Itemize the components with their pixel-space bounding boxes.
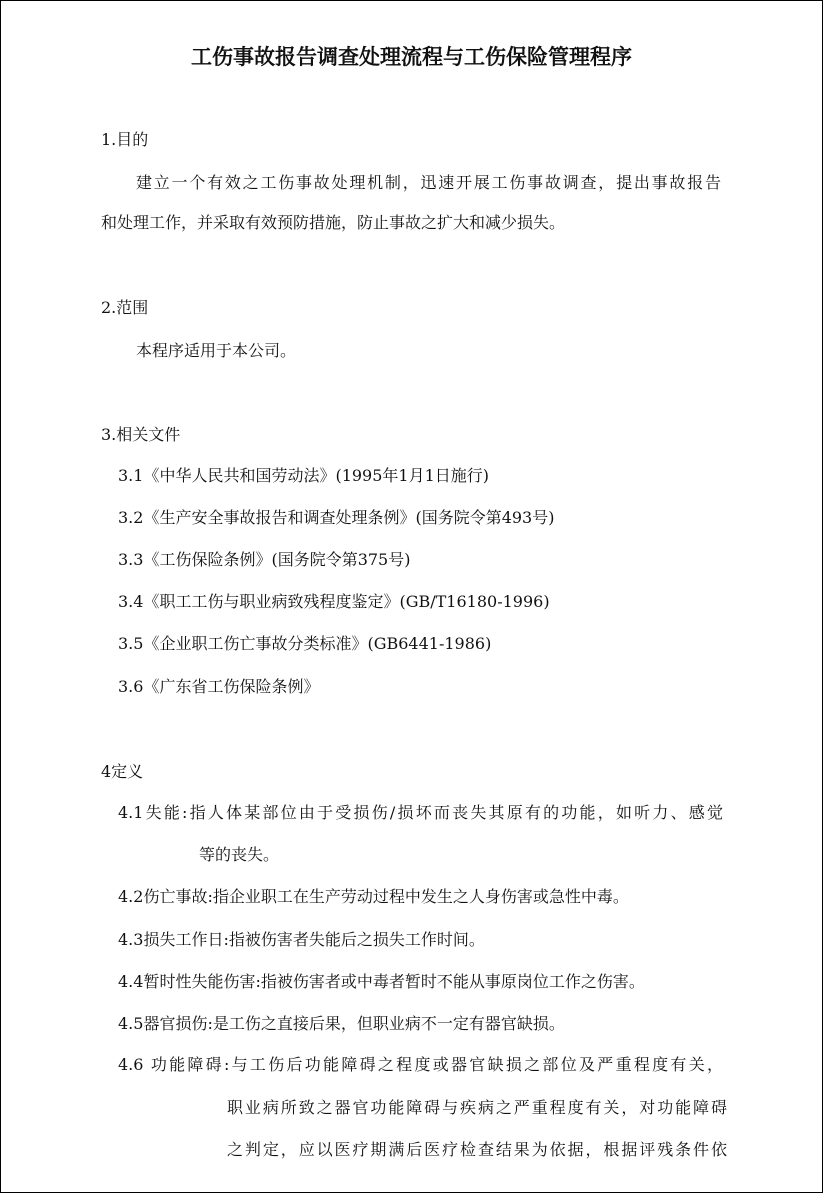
document-item: 3.6《广东省工伤保险条例》 (118, 677, 320, 696)
purpose-paragraph-line-2: 和处理工作，并采取有效预防措施，防止事故之扩大和减少损失。 (101, 213, 566, 232)
purpose-paragraph-line-1: 建立一个有效之工伤事故处理机制，迅速开展工伤事故调查，提出事故报告 (136, 173, 721, 192)
section-heading-definitions: 4定义 (101, 762, 144, 781)
document-item: 3.3《工伤保险条例》(国务院令第375号) (118, 550, 411, 569)
definition-4-6-line-3: 之判定，应以医疗期满后医疗检查结果为依据，根据评残条件依 (227, 1140, 727, 1159)
page-title: 工伤事故报告调查处理流程与工伤保险管理程序 (191, 45, 632, 69)
document-item: 3.4《职工工伤与职业病致残程度鉴定》(GB/T16180-1996) (118, 592, 550, 611)
section-heading-documents: 3.相关文件 (101, 425, 181, 444)
definition-4-6-line-2: 职业病所致之器官功能障碍与疾病之严重程度有关，对功能障碍 (227, 1098, 727, 1117)
definition-4-5: 4.5器官损伤:是工伤之直接后果，但职业病不一定有器官缺损。 (118, 1014, 565, 1033)
definition-4-4: 4.4暂时性失能伤害:指被伤害者或中毒者暂时不能从事原岗位工作之伤害。 (118, 972, 645, 991)
definition-4-2: 4.2伤亡事故:指企业职工在生产劳动过程中发生之人身伤害或急性中毒。 (118, 887, 629, 906)
definition-4-6-line-1: 4.6 功能障碍:与工伤后功能障碍之程度或器官缺损之部位及严重程度有关， (118, 1055, 723, 1074)
definition-4-1-line-1: 4.1失能:指人体某部位由于受损伤/损坏而丧失其原有的功能，如听力、感觉 (118, 803, 723, 822)
document-item: 3.2《生产安全事故报告和调查处理条例》(国务院令第493号) (118, 508, 555, 527)
document-item: 3.5《企业职工伤亡事故分类标准》(GB6441-1986) (118, 634, 492, 653)
definition-4-3: 4.3损失工作日:指被伤害者失能后之损失工作时间。 (118, 930, 485, 949)
document-item: 3.1《中华人民共和国劳动法》(1995年1月1日施行) (118, 466, 490, 485)
definition-4-1-line-2: 等的丧失。 (199, 845, 280, 864)
section-heading-scope: 2.范围 (101, 298, 149, 317)
scope-text: 本程序适用于本公司。 (136, 341, 297, 360)
section-heading-purpose: 1.目的 (101, 130, 149, 149)
